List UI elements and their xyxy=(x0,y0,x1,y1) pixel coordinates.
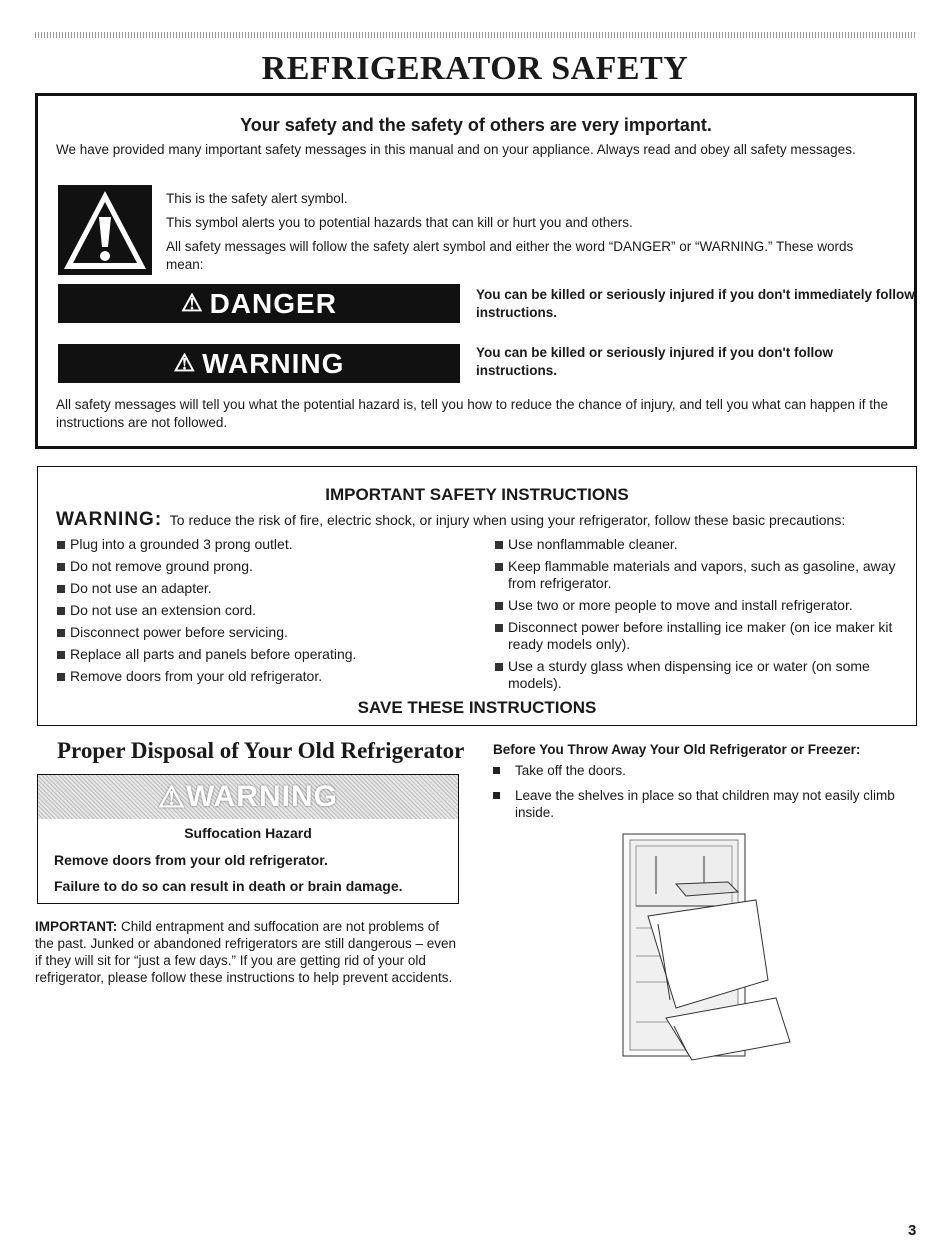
danger-label: DANGER xyxy=(209,287,337,319)
page-title: REFRIGERATOR SAFETY xyxy=(261,50,689,87)
hazard-consequence: Failure to do so can result in death or brain damage. xyxy=(54,878,403,894)
warning-sentence: To reduce the risk of fire, electric shock, or injury when using your refrigerator, follow these basic precautions: xyxy=(169,512,846,528)
list-item: Disconnect power before installing ice maker (on ice maker kit ready models only). xyxy=(494,619,910,653)
disposal-title: Proper Disposal of Your Old Refrigerator xyxy=(57,738,465,763)
list-item: Take off the doors. xyxy=(493,762,913,779)
safety-heading: Your safety and the safety of others are very important. xyxy=(240,115,712,135)
list-item: Use nonflammable cleaner. xyxy=(494,536,910,553)
danger-text: You can be killed or seriously injured if you don't immediately follow instructions. xyxy=(476,287,915,320)
warning-triangle-icon xyxy=(58,185,152,275)
list-item: Do not use an adapter. xyxy=(56,580,476,597)
important-paragraph xyxy=(35,918,460,986)
warning-label: WARNING xyxy=(185,780,338,813)
top-rule xyxy=(35,32,917,38)
alert-triangle-icon: ⚠ xyxy=(158,780,186,814)
important-instructions-box xyxy=(37,466,917,726)
list-item: Disconnect power before servicing. xyxy=(56,624,476,641)
save-instructions: SAVE THESE INSTRUCTIONS xyxy=(357,698,597,717)
alert-description xyxy=(166,190,886,280)
warning-band xyxy=(38,775,458,819)
safety-box xyxy=(35,93,917,449)
list-item: Use two or more people to move and install refrigerator. xyxy=(494,597,910,614)
list-item: Do not remove ground prong. xyxy=(56,558,476,575)
list-item: Leave the shelves in place so that children may not easily climb inside. xyxy=(493,787,913,821)
hazard-title: Suffocation Hazard xyxy=(184,825,312,841)
before-heading: Before You Throw Away Your Old Refrigerator or Freezer: xyxy=(493,742,861,757)
warning-word: WARNING: xyxy=(56,509,163,530)
instructions-heading: IMPORTANT SAFETY INSTRUCTIONS xyxy=(325,485,629,504)
warning-text: You can be killed or seriously injured if you don't follow instructions. xyxy=(476,345,833,378)
precautions-left xyxy=(56,536,476,690)
important-label: IMPORTANT: xyxy=(35,919,118,934)
warning-label: WARNING xyxy=(202,347,345,379)
before-list xyxy=(493,762,913,829)
important-text: Child entrapment and suffocation are not problems of the past. Junked or abandoned refrigerators are still dangerous – even if they will sit for “just a few days.” If you are getting rid of your old refrigerator, please follow these instructions to help prevent accidents. xyxy=(35,919,457,985)
warning-signal-bar xyxy=(58,344,460,383)
list-item: Keep flammable materials and vapors, such as gasoline, away from refrigerator. xyxy=(494,558,910,592)
suffocation-warning-box xyxy=(37,774,459,904)
alert-line: This symbol alerts you to potential hazards that can kill or hurt you and others. xyxy=(166,215,633,230)
alert-line: All safety messages will follow the safety alert symbol and either the word “DANGER” or “WARNING.” These words mean: xyxy=(166,239,854,272)
danger-signal-bar xyxy=(58,284,460,323)
list-item: Remove doors from your old refrigerator. xyxy=(56,668,476,685)
safety-outro: All safety messages will tell you what the potential hazard is, tell you how to reduce the chance of injury, and tell you what can happen if the instructions are not followed. xyxy=(56,397,888,430)
hazard-instruction: Remove doors from your old refrigerator. xyxy=(54,852,328,868)
alert-triangle-icon: ⚠ xyxy=(173,350,197,377)
page-number: 3 xyxy=(908,1222,917,1239)
list-item: Do not use an extension cord. xyxy=(56,602,476,619)
list-item: Use a sturdy glass when dispensing ice or water (on some models). xyxy=(494,658,910,692)
refrigerator-illustration xyxy=(618,832,798,1067)
list-item: Replace all parts and panels before operating. xyxy=(56,646,476,663)
alert-triangle-icon: ⚠ xyxy=(181,290,204,317)
safety-intro: We have provided many important safety messages in this manual and on your appliance. Always read and obey all safety messages. xyxy=(56,142,856,157)
list-item: Plug into a grounded 3 prong outlet. xyxy=(56,536,476,553)
alert-line: This is the safety alert symbol. xyxy=(166,191,348,206)
instructions-warning xyxy=(56,509,916,531)
precautions-right xyxy=(494,536,910,697)
